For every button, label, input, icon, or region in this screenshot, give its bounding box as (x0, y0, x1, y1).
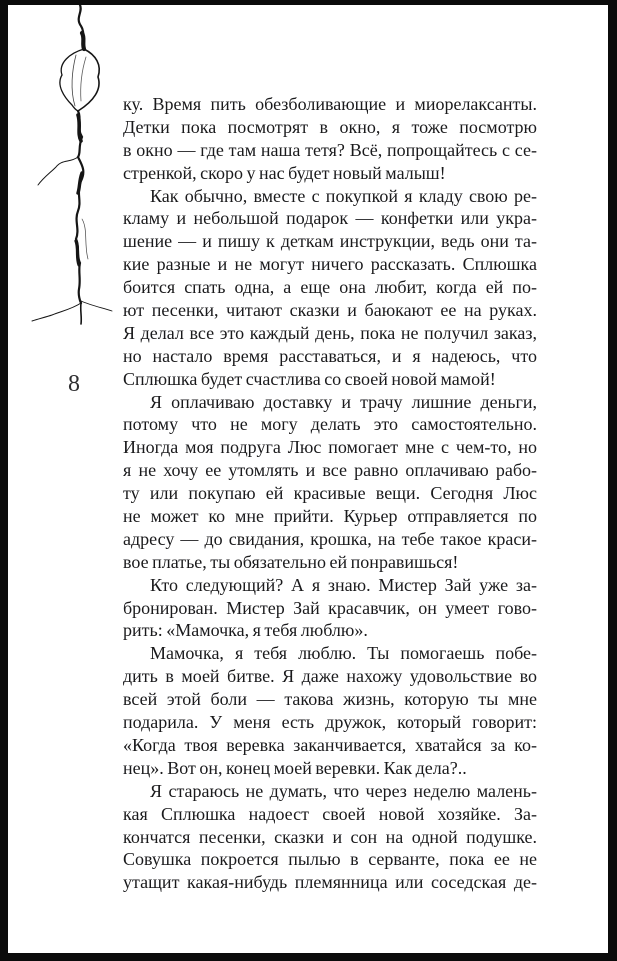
text-line: я не хочу ее утомлять и все равно оплачиваю рабо- (123, 460, 537, 481)
text-line: стренкой, скоро у нас будет новый малыш! (123, 162, 446, 183)
text-line: подарила. У меня есть дружок, который говорит: (123, 712, 537, 733)
text-line: в окно — где там наша тетя? Всё, попрощайтесь с се- (123, 139, 537, 160)
text-line: Иногда моя подруга Люс помогает мне с чем-то, но (123, 437, 537, 458)
text-line: нец». Вот он, конец моей веревки. Как дела?.. (123, 757, 467, 778)
crack-tear-icon (18, 5, 138, 335)
text-line: «Когда твоя веревка заканчивается, хватайся за ко- (123, 734, 537, 755)
text-line: не может ко мне прийти. Курьер отправляется по (123, 506, 537, 527)
text-line: вое платье, ты обязательно ей понравишься! (123, 551, 459, 572)
text-line: шение — и пишу к деткам инструкции, ведь они та- (123, 231, 537, 252)
text-line: всей этой боли — такова жизнь, которую ты мне (123, 689, 537, 710)
text-line: ту или покупаю ей красивые вещи. Сегодня Люс (123, 483, 537, 504)
text-line: Детки пока посмотрят в окно, я тоже посмотрю (123, 116, 537, 137)
book-page (8, 5, 608, 953)
text-line: боится спать одна, а еще она любит, когда ей по- (123, 277, 537, 298)
text-line: Я делал все это каждый день, пока не получил заказ, (123, 322, 537, 343)
text-line: рить: «Мамочка, я тебя люблю». (123, 620, 368, 641)
text-line: Сплюшка будет счастлива со своей новой мамой! (123, 368, 496, 389)
text-line: Я стараюсь не думать, что через неделю малень- (150, 780, 537, 801)
text-line: адресу — до свидания, крошка, на тебе такое краси- (123, 528, 537, 549)
text-line: бронирован. Мистер Зай красавчик, он умеет гово- (123, 597, 537, 618)
text-line: ют песенки, читают сказки и баюкают ее на руках. (123, 300, 537, 321)
text-line: потому что не могу делать это самостоятельно. (123, 414, 537, 435)
text-line: Я оплачиваю доставку и трачу лишние деньги, (150, 391, 537, 412)
text-line: Совушка покроется пылью в серванте, пока ее не (123, 849, 537, 870)
text-line: дить в моей битве. Я даже нахожу удовольствие во (123, 666, 537, 687)
text-line: кие разные и не могут ничего рассказать. Сплюшка (123, 254, 537, 275)
text-line: Как обычно, вместе с покупкой я кладу свою ре- (150, 185, 537, 206)
text-line: кончатся песенки, сказки и сон на одной подушке. (123, 826, 537, 847)
page-number: 8 (68, 371, 80, 397)
body-text (123, 93, 537, 894)
text-line: Кто следующий? А я знаю. Мистер Зай уже за- (150, 574, 537, 595)
text-line: утащит какая-нибудь племянница или соседская де- (123, 872, 537, 893)
text-line: Мамочка, я тебя люблю. Ты помогаешь побе- (150, 643, 537, 664)
text-line: кая Сплюшка надоест своей новой хозяйке. За- (123, 803, 537, 824)
text-line: но настало время расставаться, и я надеюсь, что (123, 345, 537, 366)
text-line: ку. Время пить обезболивающие и миорелаксанты. (123, 94, 537, 114)
text-line: кламу и небольшой подарок — конфетки или укра- (123, 208, 537, 229)
